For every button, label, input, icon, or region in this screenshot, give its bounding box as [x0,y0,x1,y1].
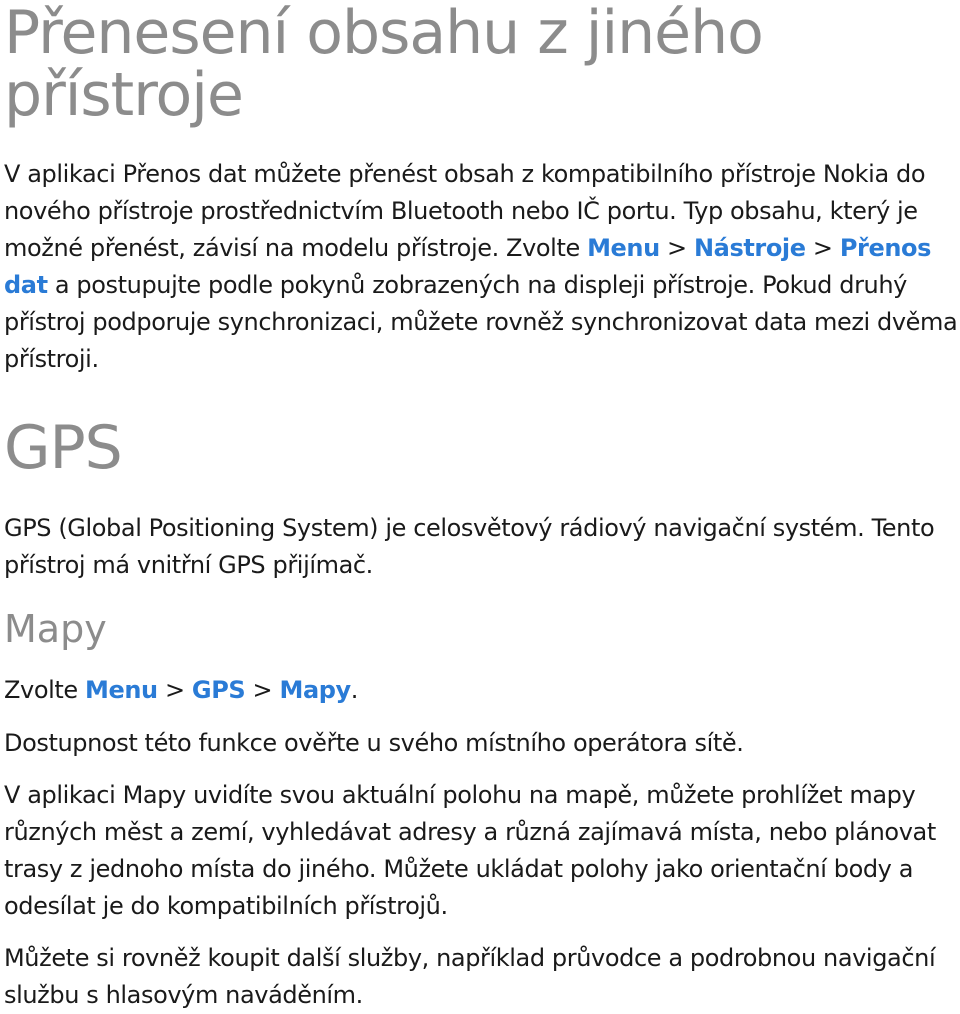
path-separator: > [157,676,192,704]
page-title: Přenesení obsahu z jiného přístroje [4,0,763,130]
ui-term-menu: Menu [587,234,660,262]
transfer-paragraph [4,156,960,378]
path-suffix: . [350,676,359,704]
transfer-text-1: V aplikaci Přenos dat můžete přenést obsah z kompatibilního přístroje Nokia do nového přístroje prostřednictvím Bluetooth nebo IČ portu. Typ obsahu, který je možné přenést, závisí na modelu přístroje. Zvolte [4,160,926,262]
ui-term-nastroje: Nástroje [693,234,806,262]
ui-term-prenos-dat: Přenos dat [4,234,931,299]
ui-term-gps: GPS [191,676,246,704]
services-paragraph: Můžete si rovněž koupit další služby, například průvodce a podrobnou navigační službu s hlasovým naváděním. [4,944,936,1009]
transfer-text-2: a postupujte podle pokynů zobrazených na displeji přístroje. Pokud druhý přístroj podporuje synchronizaci, můžete rovněž synchronizovat data mezi dvěma přístroji. [4,271,958,373]
ui-term-mapy: Mapy [279,676,351,704]
path-prefix: Zvolte [4,676,86,704]
gps-heading: GPS [4,413,122,483]
gps-paragraph: GPS (Global Positioning System) je celosvětový rádiový navigační systém. Tento přístroj má vnitřní GPS přijímač. [4,514,935,579]
path-separator: > [245,676,280,704]
path-separator: > [659,234,694,262]
document-page [4,0,960,1014]
availability-paragraph: Dostupnost této funkce ověřte u svého místního operátora sítě. [4,729,744,757]
mapy-heading: Mapy [4,607,107,651]
ui-term-menu: Menu [85,676,158,704]
mapy-description-paragraph: V aplikaci Mapy uvidíte svou aktuální polohu na mapě, můžete prohlížet mapy různých měst a zemí, vyhledávat adresy a různá zajímavá místa, nebo plánovat trasy z jednoho místa do jiného. Můžete ukládat polohy jako orientační body a odesílat je do kompatibilních přístrojů. [4,781,936,920]
mapy-path-paragraph [4,672,960,709]
path-separator: > [805,234,840,262]
